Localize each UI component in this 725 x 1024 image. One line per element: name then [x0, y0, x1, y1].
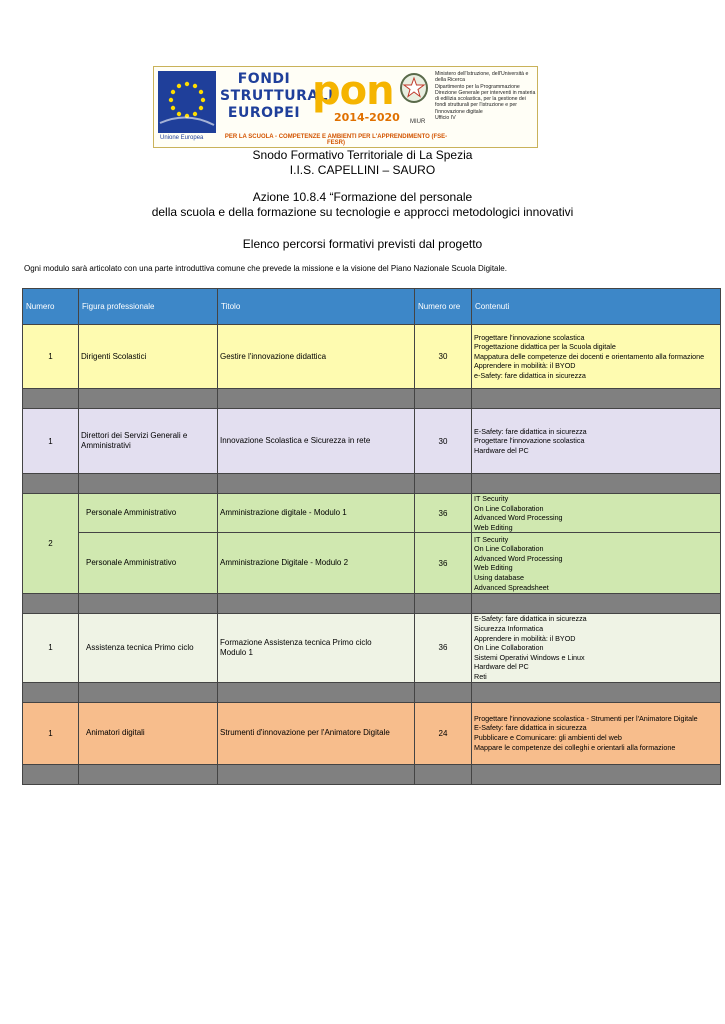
eu-flag-icon [158, 71, 216, 133]
ministry-lines: Ministero dell'Istruzione, dell'Università e della Ricerca Dipartimento per la Programmazione Direzione Generale per interventi in materia di edilizia scolastica, per la gestione dei fondi strutturali per l'istruzione e per l'innovazione digitale Ufficio IV [435, 71, 536, 122]
italian-republic-emblem-icon [400, 73, 428, 103]
row-contenuti [472, 614, 721, 682]
snodo-title: Snodo Formativo Territoriale di La Spezia [252, 148, 473, 162]
row-ore: 36 [415, 614, 472, 682]
row-contenuti [472, 494, 721, 533]
header-figura: Figura professionale [79, 289, 218, 325]
list-title: Elenco percorsi formativi previsti dal progetto [242, 237, 483, 251]
header-titolo: Titolo [218, 289, 415, 325]
fondi-line-2: STRUTTURALI [220, 88, 334, 104]
row-contenuti [472, 325, 721, 389]
row-ore: 30 [415, 409, 472, 474]
row-contenuti [472, 533, 721, 594]
table-row [23, 702, 721, 764]
row-figura: Assistenza tecnica Primo ciclo [79, 614, 218, 682]
separator-row [23, 474, 721, 494]
pon-tagline: PER LA SCUOLA - COMPETENZE E AMBIENTI PER L'APPRENDIMENTO (FSE-FESR) [224, 134, 448, 146]
header-ore: Numero ore [415, 289, 472, 325]
intro-text: Ogni modulo sarà articolato con una parte introduttiva comune che prevede la missione e la visione del Piano Nazionale Scuola Digitale. [24, 264, 507, 273]
row-figura: Direttori dei Servizi Generali e Amministrativi [79, 409, 218, 474]
pon-banner [153, 66, 538, 148]
row-figura: Animatori digitali [79, 702, 218, 764]
row-contenuti [472, 702, 721, 764]
contenuti-text: IT Security On Line Collaboration Advanced Word Processing Web Editing Using database Advanced Spreadsheet [474, 534, 563, 592]
row-titolo: Amministrazione Digitale - Modulo 2 [218, 533, 415, 594]
contenuti-text: IT Security On Line Collaboration Advanced Word Processing Web Editing [474, 494, 563, 532]
header-contenuti: Contenuti [472, 289, 721, 325]
row-contenuti [472, 409, 721, 474]
action-subtitle: della scuola e della formazione su tecnologie e approcci metodologici innovativi [151, 205, 574, 219]
table-row [23, 614, 721, 682]
eu-caption: Unione Europea [160, 135, 204, 141]
row-ore: 36 [415, 494, 472, 533]
separator-row [23, 594, 721, 614]
row-figura: Personale Amministrativo [79, 533, 218, 594]
row-figura: Personale Amministrativo [79, 494, 218, 533]
contenuti-text: Progettare l'innovazione scolastica - Strumenti per l'Animatore Digitale E-Safety: fare didattica in sicurezza Pubblicare e Comunicare: gli ambienti del web Mappare le competenze dei colleghi e orientarli alla formazione [474, 713, 698, 752]
table-row [23, 325, 721, 389]
table-row [23, 533, 721, 594]
row-ore: 30 [415, 325, 472, 389]
row-numero: 1 [23, 614, 79, 682]
row-titolo: Innovazione Scolastica e Sicurezza in rete [218, 409, 415, 474]
miur-label: MIUR [410, 119, 426, 125]
titolo-text: Formazione Assistenza tecnica Primo ciclo Modulo 1 [220, 637, 372, 657]
row-numero: 2 [23, 494, 79, 594]
header-numero: Numero [23, 289, 79, 325]
ministry-text [435, 71, 537, 121]
row-figura: Dirigenti Scolastici [79, 325, 218, 389]
action-title: Azione 10.8.4 “Formazione del personale [252, 190, 473, 204]
table-header-row [23, 289, 721, 325]
row-numero: 1 [23, 409, 79, 474]
table-row [23, 494, 721, 533]
pon-years: 2014-2020 [334, 111, 400, 124]
row-titolo: Gestire l'innovazione didattica [218, 325, 415, 389]
row-ore: 36 [415, 533, 472, 594]
row-ore: 24 [415, 702, 472, 764]
school-name: I.I.S. CAPELLINI – SAURO [289, 163, 436, 177]
row-titolo: Amministrazione digitale - Modulo 1 [218, 494, 415, 533]
fondi-line-3: EUROPEI [227, 105, 301, 121]
fondi-line-1: FONDI [237, 71, 291, 87]
pon-logo: pon [312, 68, 394, 114]
row-titolo: Strumenti d'innovazione per l'Animatore Digitale [218, 702, 415, 764]
fondi-strutturali-logo [220, 71, 334, 122]
separator-row [23, 764, 721, 784]
table-row [23, 409, 721, 474]
contenuti-text: Progettare l'innovazione scolastica Progettazione didattica per la Scuola digitale Mappatura delle competenze dei docenti e orientamento alla formazione Apprendere in mobilità: il BYOD e-Safety: fare didattica in sicurezza [474, 332, 705, 380]
contenuti-text: E-Safety: fare didattica in sicurezza Progettare l'innovazione scolastica Hardware del PC [474, 426, 587, 455]
separator-row [23, 389, 721, 409]
contenuti-text: E-Safety: fare didattica in sicurezza Sicurezza Informatica Apprendere in mobilità: il BYOD On Line Collaboration Sistemi Operativi Windows e Linux Hardware del PC Reti [474, 614, 587, 681]
row-titolo [218, 614, 415, 682]
courses-table [22, 288, 721, 785]
row-numero: 1 [23, 325, 79, 389]
row-numero: 1 [23, 702, 79, 764]
separator-row [23, 682, 721, 702]
